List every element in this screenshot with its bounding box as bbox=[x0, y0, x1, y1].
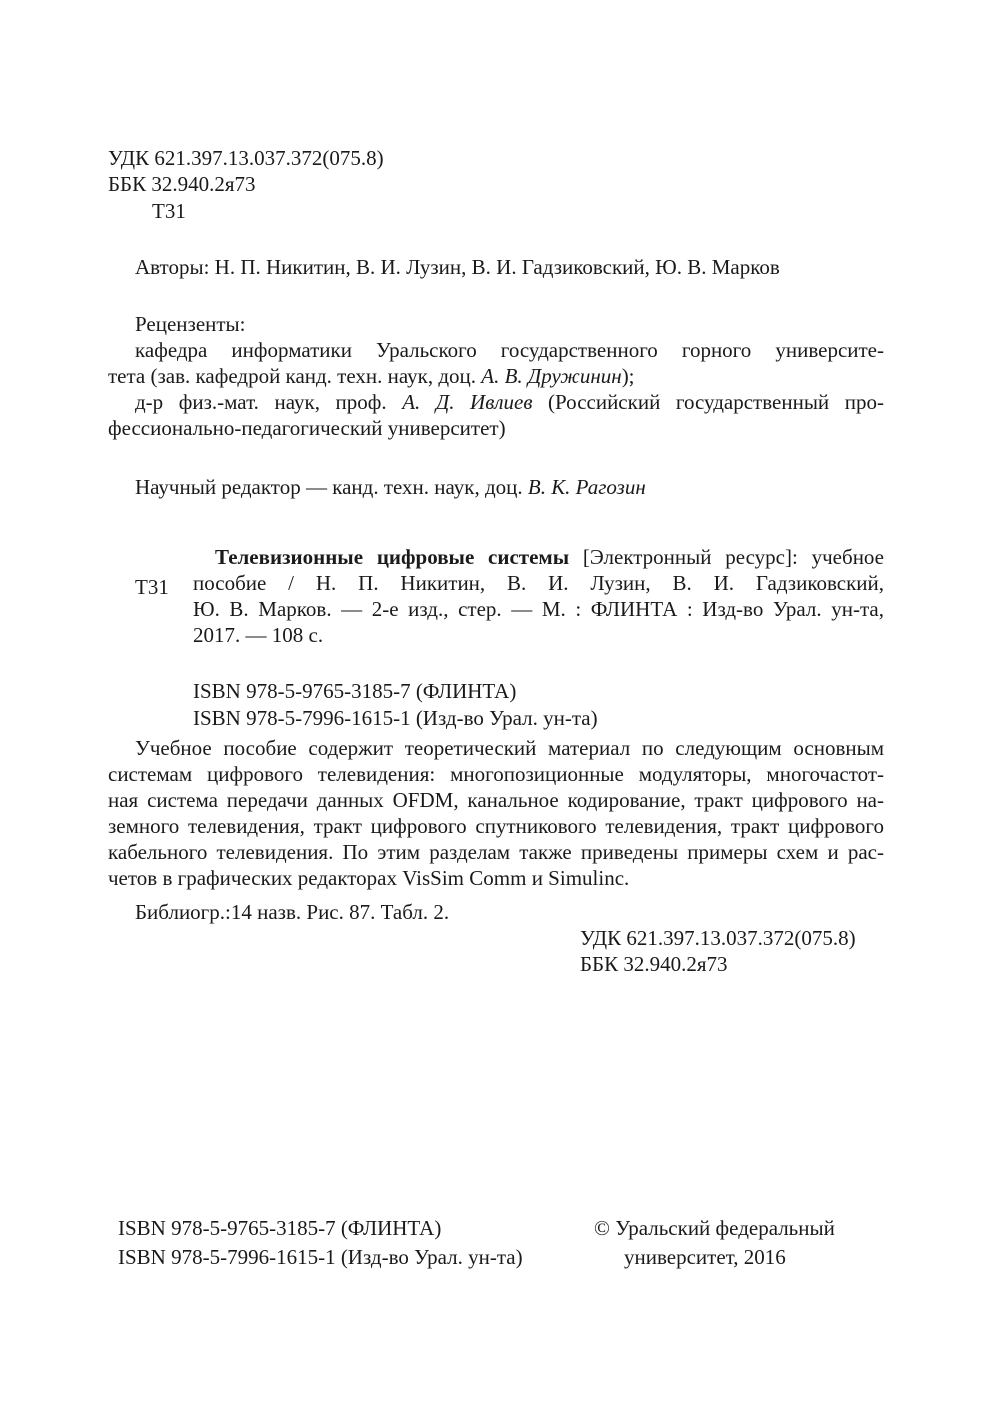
bibentry-line-2: пособие / Н. П. Никитин, В. И. Лузин, В. И. Гадзиковский, bbox=[193, 571, 884, 595]
reviewers-line-2-post: ); bbox=[621, 364, 635, 388]
footer-copyright-1: © Уральский федеральный bbox=[594, 1216, 835, 1240]
abstract-line-6: четов в графических редакторах VisSim Comm и Simulinc. bbox=[108, 866, 630, 890]
classif-udk: УДК 621.397.13.037.372(075.8) bbox=[580, 926, 856, 950]
header-udk: УДК 621.397.13.037.372(075.8) bbox=[108, 146, 384, 170]
editor-line bbox=[135, 474, 646, 500]
bibentry-line-4: 2017. — 108 с. bbox=[193, 623, 324, 647]
reviewers-line-2-pre: тета (зав. кафедрой канд. техн. наук, доц. bbox=[108, 364, 482, 388]
bibentry-code: Т31 bbox=[135, 575, 169, 599]
editor-pre: Научный редактор — канд. техн. наук, доц. bbox=[135, 475, 528, 499]
biblio-line: Библиогр.:14 назв. Рис. 87. Табл. 2. bbox=[135, 900, 450, 924]
abstract-line-5: кабельного телевидения. По этим разделам также приведены примеры схем и рас- bbox=[108, 840, 884, 864]
bibentry-isbn-1: ISBN 978-5-9765-3185-7 (ФЛИНТА) bbox=[193, 679, 517, 703]
footer-isbn-2: ISBN 978-5-7996-1615-1 (Изд-во Урал. ун-та) bbox=[118, 1245, 523, 1269]
abstract-line-4: земного телевидения, тракт цифрового спутникового телевидения, тракт цифрового bbox=[108, 814, 884, 838]
bibentry-line-3: Ю. В. Марков. — 2-е изд., стер. — М. : ФЛИНТА : Изд-во Урал. ун-та, bbox=[193, 597, 884, 621]
header-bbk: ББК 32.940.2я73 bbox=[108, 172, 256, 196]
book-title: Телевизионные цифровые системы bbox=[215, 545, 570, 569]
footer-isbn-1: ISBN 978-5-9765-3185-7 (ФЛИНТА) bbox=[118, 1216, 442, 1240]
bibentry-block bbox=[193, 544, 884, 648]
editor-name: В. К. Рагозин bbox=[527, 475, 646, 499]
reviewer-name-druzhinin: А. В. Дружинин bbox=[481, 364, 622, 388]
footer-copyright-2: университет, 2016 bbox=[624, 1245, 786, 1269]
abstract-line-3: ная система передачи данных OFDM, канальное кодирование, тракт цифрового на- bbox=[108, 788, 884, 812]
reviewer-name-ivliev: А. Д. Ивлиев bbox=[402, 390, 533, 414]
abstract-line-1: Учебное пособие содержит теоретический материал по следующим основным bbox=[135, 736, 884, 760]
reviewers-label: Рецензенты: bbox=[135, 312, 246, 336]
authors-line: Авторы: Н. П. Никитин, В. И. Лузин, В. И. Гадзиковский, Ю. В. Марков bbox=[135, 255, 780, 279]
bibentry-isbn-2: ISBN 978-5-7996-1615-1 (Изд-во Урал. ун-та) bbox=[193, 706, 598, 730]
bibentry-line-1-rest: [Электронный ресурс]: учебное bbox=[569, 545, 885, 569]
bibentry-line-1 bbox=[193, 544, 884, 570]
header-code: Т31 bbox=[152, 199, 186, 223]
reviewers-line-3-pre: д-р физ.-мат. наук, проф. bbox=[135, 390, 403, 414]
reviewers-line-2 bbox=[108, 363, 884, 389]
reviewers-line-3-post: (Российский государственный про- bbox=[532, 390, 884, 414]
abstract-block bbox=[108, 735, 884, 891]
classif-bbk: ББК 32.940.2я73 bbox=[580, 952, 728, 976]
reviewers-line-3 bbox=[135, 389, 884, 415]
abstract-line-2: системам цифрового телевидения: многопозиционные модуляторы, многочастот- bbox=[108, 762, 884, 786]
reviewers-block bbox=[108, 337, 884, 441]
reviewers-line-1: кафедра информатики Уральского государственного горного университе- bbox=[135, 338, 884, 362]
reviewers-line-4: фессионально-педагогический университет) bbox=[108, 416, 506, 440]
